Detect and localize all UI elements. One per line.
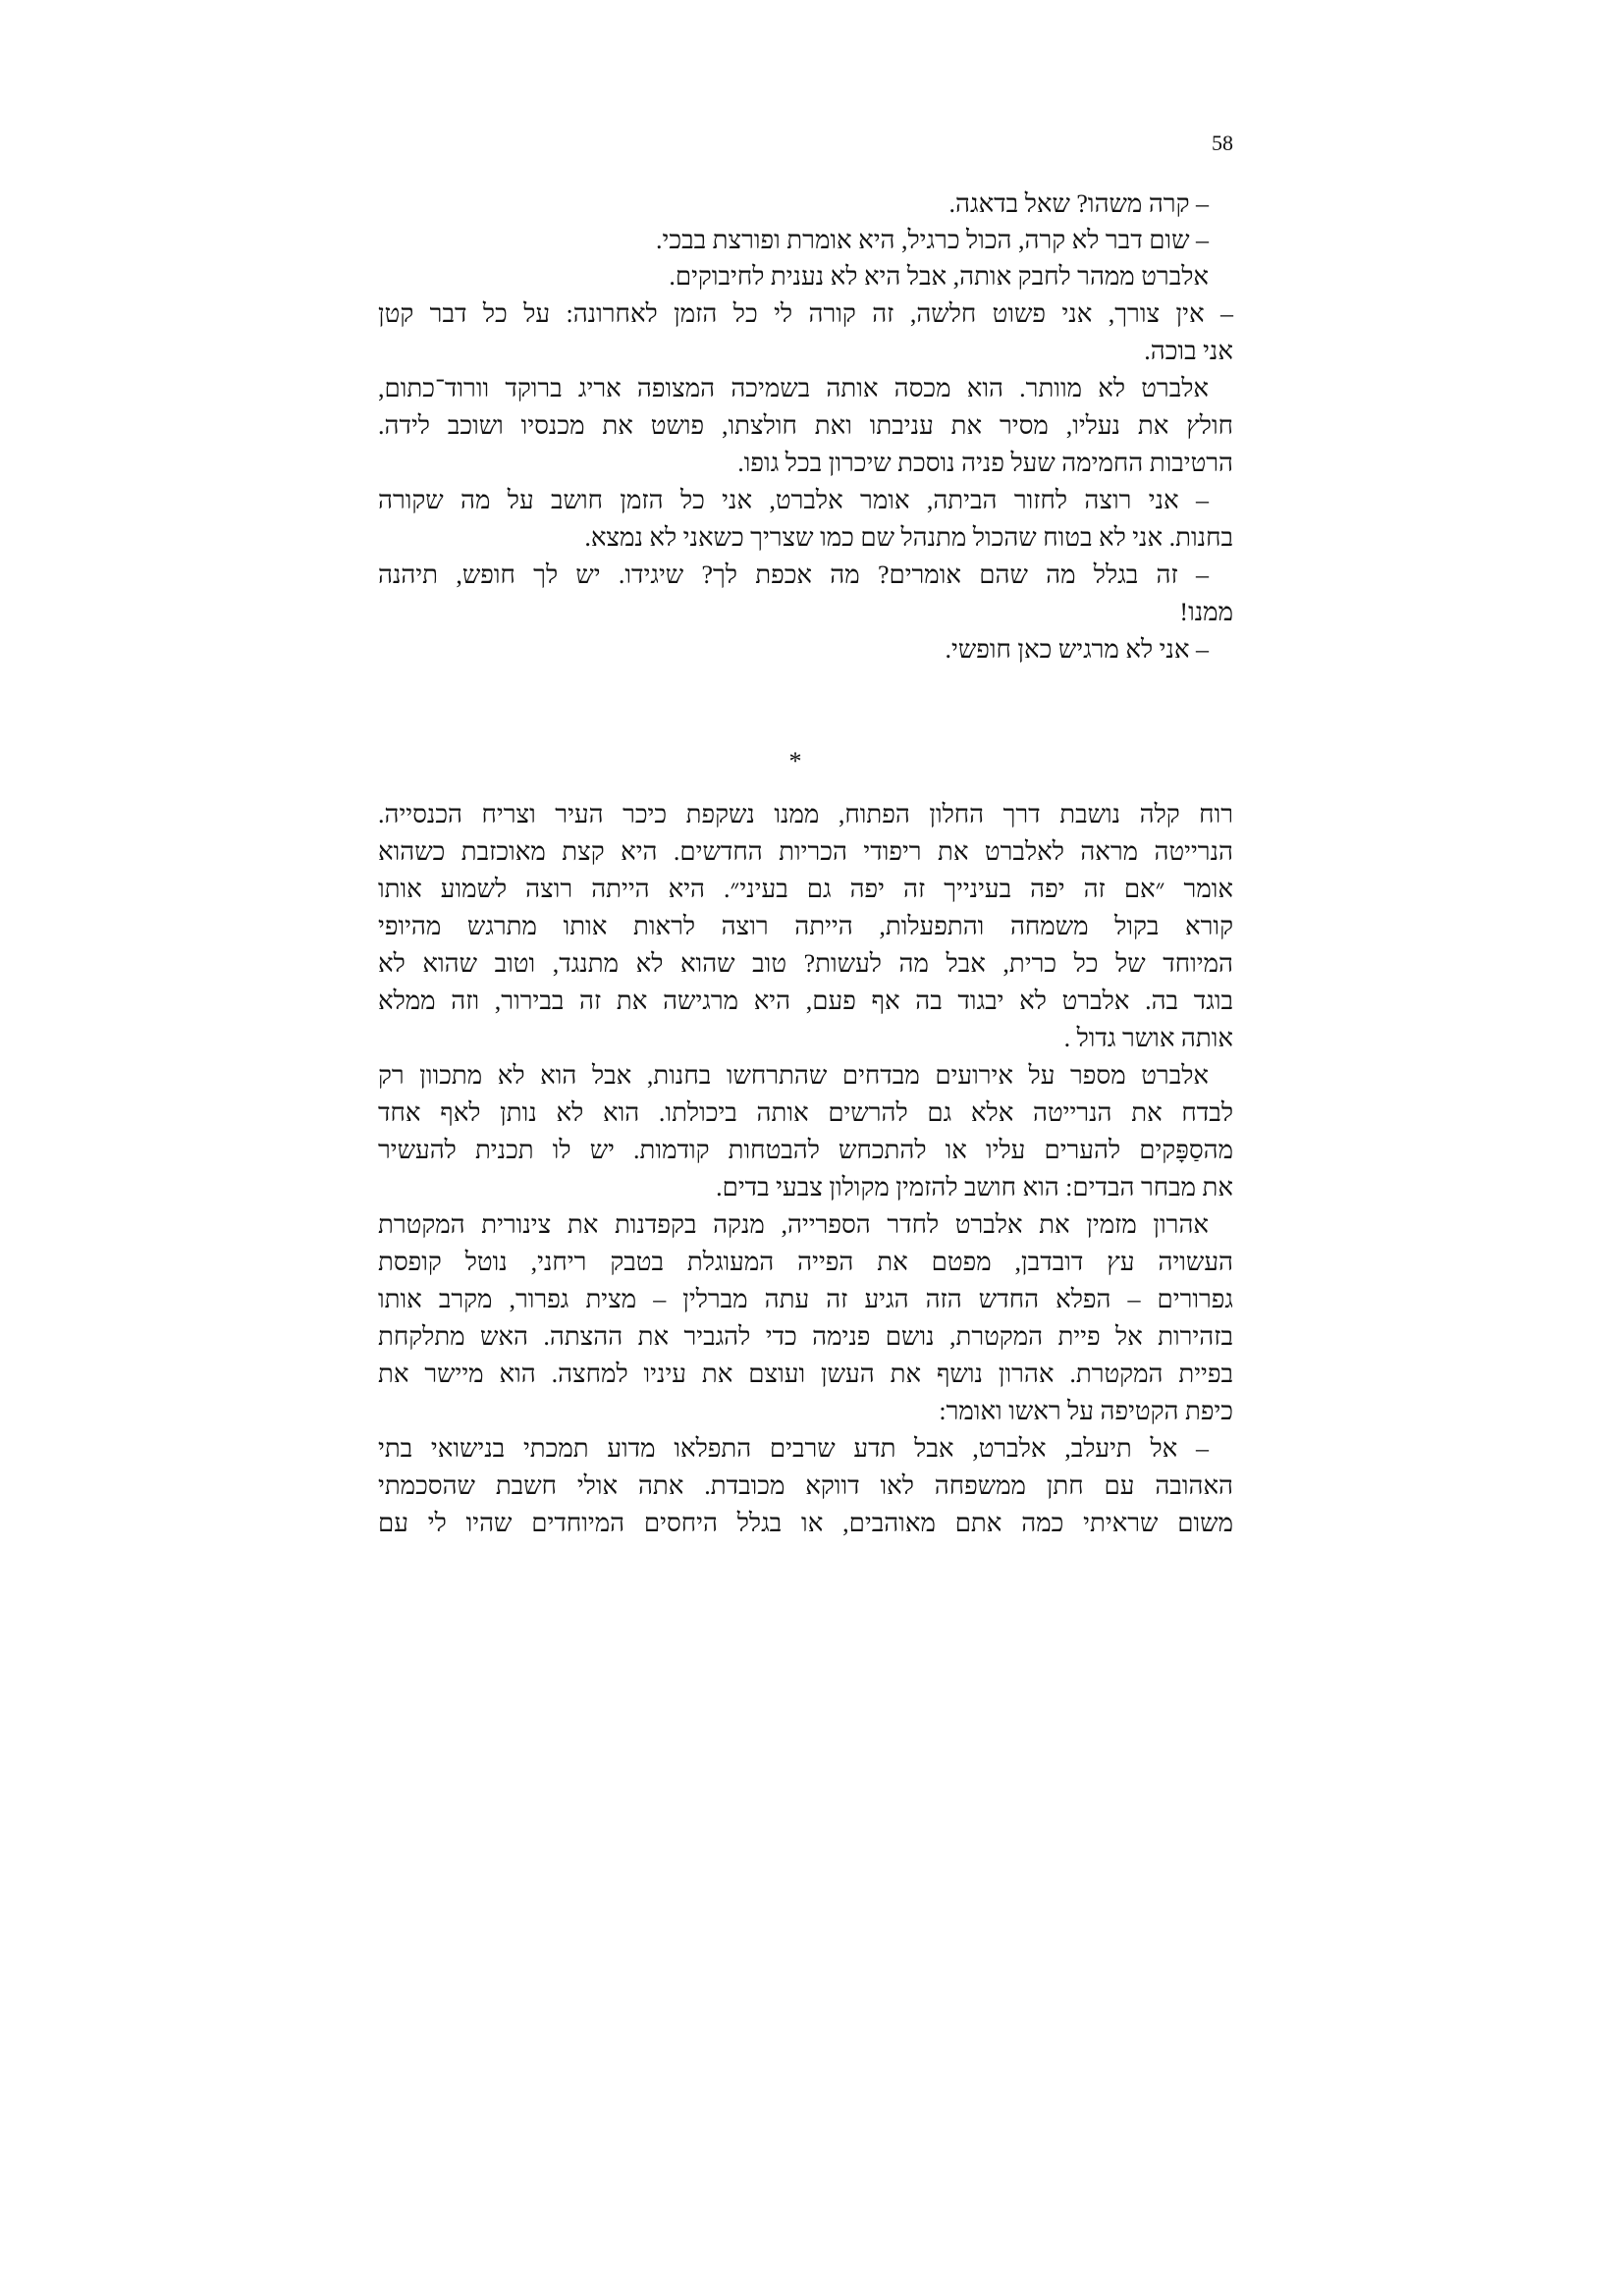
text-line: גפרורים – הפלא החדש הזה הגיע זה עתה מברלין – מצית גפרור, מקרב אותו [378, 1285, 1233, 1313]
text-line: – זה בגלל מה שהם אומרים? מה אכפת לך? שיגידו. יש לך חופש, תיהנה [378, 561, 1209, 589]
text-line: בזהירות אל פיית המקטרת, נושם פנימה כדי להגביר את ההצתה. האש מתלקחת [378, 1322, 1233, 1351]
text-line: אהרון מזמין את אלברט לחדר הספרייה, מנקה בקפדנות את צינורית המקטרת [378, 1210, 1209, 1239]
text-line: אותה אושר גדול . [1063, 1024, 1233, 1052]
text-line: אני בוכה. [1144, 337, 1233, 365]
text-line: קורא בקול משמחה והתפעלות, הייתה רוצה לראות אותו מתרגש מהיופי [378, 912, 1233, 940]
text-line: המיוחד של כל כרית, אבל מה לעשות? טוב שהוא לא מתנגד, וטוב שהוא לא [378, 949, 1233, 978]
page-number: 58 [1212, 131, 1233, 155]
text-line: משום שראיתי כמה אתם מאוהבים, או בגלל היחסים המיוחדים שהיו לי עם [378, 1509, 1233, 1537]
text-line: – אין צורך, אני פשוט חלשה, זה קורה לי כל הזמן לאחרונה: על כל דבר קטן [378, 299, 1233, 328]
text-line: – אני רוצה לחזור הביתה, אומר אלברט, אני כל הזמן חושב על מה שקורה [378, 486, 1209, 514]
text-line: כיפת הקטיפה על ראשו ואומר: [939, 1397, 1233, 1425]
text-line: לבדח את הנרייטה אלא גם להרשים אותה ביכולתו. הוא לא נותן לאף אחד [378, 1098, 1233, 1127]
text-line: אומר ״אם זה יפה בעינייך זה יפה גם בעיני״. היא הייתה רוצה לשמוע אותו [378, 875, 1233, 903]
text-line: חולץ את נעליו, מסיר את עניבתו ואת חולצתו, פושט את מכנסיו ושוכב לידה. [378, 411, 1233, 440]
text-line: אלברט מספר על אירועים מבדחים שהתרחשו בחנות, אבל הוא לא מתכוון רק [378, 1061, 1209, 1090]
text-line: רוח קלה נושבת דרך החלון הפתוח, ממנו נשקפת כיכר העיר וצריח הכנסייה. [378, 800, 1233, 828]
text-line: האהובה עם חתן ממשפחה לאו דווקא מכובדת. אתה אולי חשבת שהסכמתי [378, 1471, 1233, 1500]
text-line: את מבחר הבדים: הוא חושב להזמין מקולון צבעי בדים. [716, 1173, 1233, 1201]
text-line: העשויה עץ דובדבן, מפטם את הפייה המעוגלת בטבק ריחני, נוטל קופסת [378, 1248, 1233, 1276]
text-line: אלברט ממהר לחבק אותה, אבל היא לא נענית לחיבוקים. [669, 262, 1209, 291]
text-line: – אל תיעלב, אלברט, אבל תדע שרבים התפלאו מדוע תמכתי בנישואי בתי [378, 1434, 1209, 1463]
text-line: הנרייטה מראה לאלברט את ריפודי הכריות החדשים. היא קצת מאוכזבת כשהוא [378, 837, 1233, 866]
text-line: – שום דבר לא קרה, הכול כרגיל, היא אומרת ופורצת בבכי. [656, 226, 1209, 254]
text-line: – קרה משהו? שאל בדאגה. [948, 189, 1209, 218]
text-line: ממנו! [1179, 598, 1233, 626]
text-line: הרטיבות החמימה שעל פניה נוסכת שיכרון בכל גופו. [737, 449, 1233, 477]
text-line: בחנות. אני לא בטוח שהכול מתנהל שם כמו שצריך כשאני לא נמצא. [584, 523, 1233, 552]
asterisk-separator: * [788, 747, 802, 775]
text-line: – אני לא מרגיש כאן חופשי. [945, 635, 1209, 664]
text-line: אלברט לא מוותר. הוא מכסה אותה בשמיכה המצופה אריג ברוקד וורוד־כתום, [378, 374, 1209, 402]
text-line: מהסַפָּקים להערים עליו או להתכחש להבטחות קודמות. יש לו תכנית להעשיר [378, 1136, 1233, 1164]
text-line: בוגד בה. אלברט לא יבגוד בה אף פעם, היא מרגישה את זה בבירור, וזה ממלא [378, 987, 1233, 1015]
text-line: בפיית המקטרת. אהרון נושף את העשן ועוצם את עיניו למחצה. הוא מיישר את [378, 1360, 1233, 1388]
